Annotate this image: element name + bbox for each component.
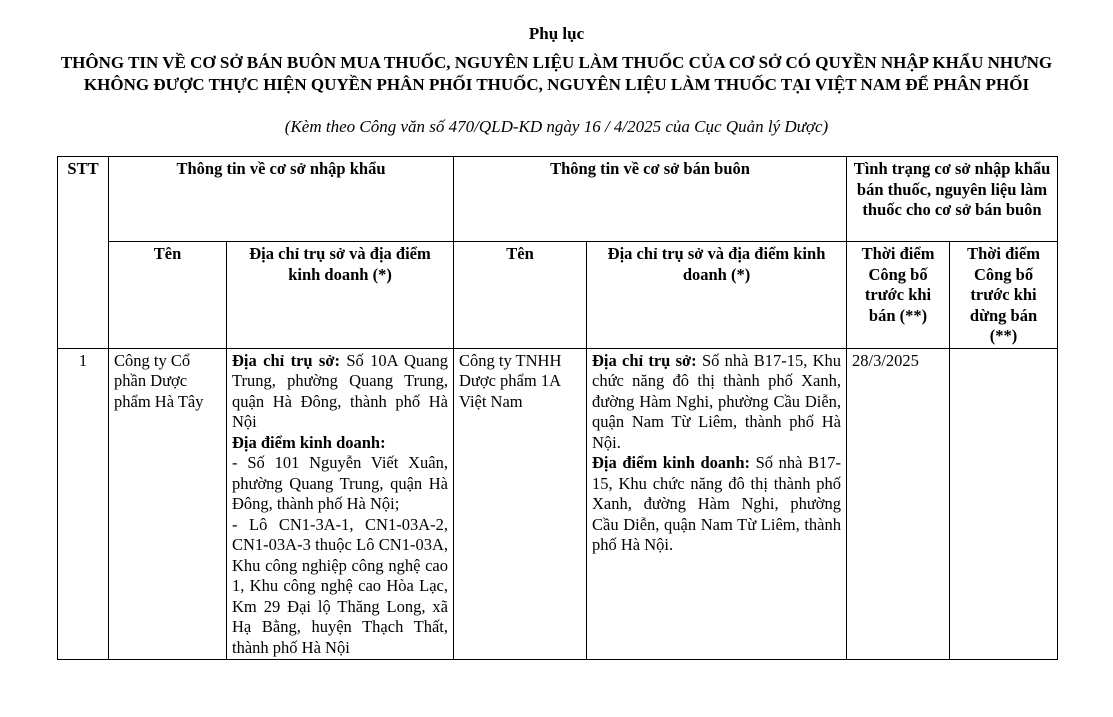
cell-announce-stop bbox=[950, 348, 1058, 660]
wholesaler-biz-label: Địa điểm kinh doanh: bbox=[592, 453, 750, 472]
header-announce-sell: Thời điểm Công bố trước khi bán (**) bbox=[847, 242, 950, 349]
importer-biz-item-2: - Lô CN1-3A-1, CN1-03A-2, CN1-03A-3 thuộc Lô CN1-03A, Khu công nghiệp công nghệ cao 1, Khu công nghệ cao Hòa Lạc, Km 29 Đại lộ Thăng Long, xã Hạ Bằng, huyện Thạch Thất, thành phố Hà Nội bbox=[232, 514, 449, 657]
header-stt: STT bbox=[58, 157, 109, 349]
distribution-info-table bbox=[57, 156, 1058, 660]
header-status: Tình trạng cơ sở nhập khẩu bán thuốc, nguyên liệu làm thuốc cho cơ sở bán buôn bbox=[847, 157, 1058, 242]
header-importer-info: Thông tin về cơ sở nhập khẩu bbox=[109, 157, 454, 242]
importer-hq-label: Địa chỉ trụ sở: bbox=[232, 350, 340, 370]
appendix-title: Phụ lục bbox=[528, 24, 585, 43]
importer-biz-item-1: - Số 101 Nguyễn Viết Xuân, phường Quang Trung, quận Hà Đông, thành phố Hà Nội; bbox=[232, 453, 449, 513]
header-wholesaler-info: Thông tin về cơ sở bán buôn bbox=[454, 157, 847, 242]
cell-wholesaler-name: Công ty TNHH Dược phẩm 1A Việt Nam bbox=[454, 348, 587, 660]
header-announce-stop: Thời điểm Công bố trước khi dừng bán (**) bbox=[950, 242, 1058, 349]
header-importer-name: Tên bbox=[109, 242, 227, 349]
wholesaler-hq-value: Số nhà B17-15, Khu chức năng đô thị thành phố Xanh, đường Hàm Nghi, phường Cầu Diễn, quận Nam Từ Liêm, thành phố Hà Nội. bbox=[592, 350, 842, 452]
wholesaler-hq-label: Địa chỉ trụ sở: bbox=[592, 350, 697, 370]
wholesaler-hq bbox=[592, 351, 841, 454]
document-title: THÔNG TIN VỀ CƠ SỞ BÁN BUÔN MUA THUỐC, NGUYÊN LIỆU LÀM THUỐC CỦA CƠ SỞ CÓ QUYỀN NHẬP KHẨU NHƯNG KHÔNG ĐƯỢC THỰC HIỆN QUYỀN PHÂN PHỐI THUỐC, NGUYÊN LIỆU LÀM THUỐC TẠI VIỆT NAM ĐỂ PHÂN PHỐI bbox=[60, 53, 1053, 94]
cell-stt: 1 bbox=[58, 348, 109, 660]
importer-hq-value: Số 10A Quang Trung, phường Quang Trung, quận Hà Đông, thành phố Hà Nội bbox=[232, 350, 449, 431]
importer-hq bbox=[232, 351, 448, 433]
table-row bbox=[58, 348, 1058, 660]
table-header-row-group bbox=[58, 157, 1058, 242]
document-subtitle: (Kèm theo Công văn số 470/QLD-KD ngày 16 / 4/2025 của Cục Quản lý Dược) bbox=[284, 117, 829, 136]
header-importer-address: Địa chỉ trụ sở và địa điểm kinh doanh (*) bbox=[227, 242, 454, 349]
wholesaler-biz bbox=[592, 453, 841, 556]
header-wholesaler-name: Tên bbox=[454, 242, 587, 349]
wholesaler-biz-value: Số nhà B17-15, Khu chức năng đô thị thành phố Xanh, đường Hàm Nghi, phường Cầu Diễn, quận Nam Từ Liêm, thành phố Hà Nội. bbox=[592, 453, 842, 554]
cell-wholesaler-address bbox=[587, 348, 847, 660]
cell-importer-name: Công ty Cổ phần Dược phẩm Hà Tây bbox=[109, 348, 227, 660]
cell-importer-address bbox=[227, 348, 454, 660]
table-header-row-sub bbox=[58, 242, 1058, 349]
cell-announce-sell: 28/3/2025 bbox=[847, 348, 950, 660]
header-wholesaler-address: Địa chỉ trụ sở và địa điểm kinh doanh (*) bbox=[587, 242, 847, 349]
importer-biz-label: Địa điểm kinh doanh: bbox=[232, 432, 386, 452]
